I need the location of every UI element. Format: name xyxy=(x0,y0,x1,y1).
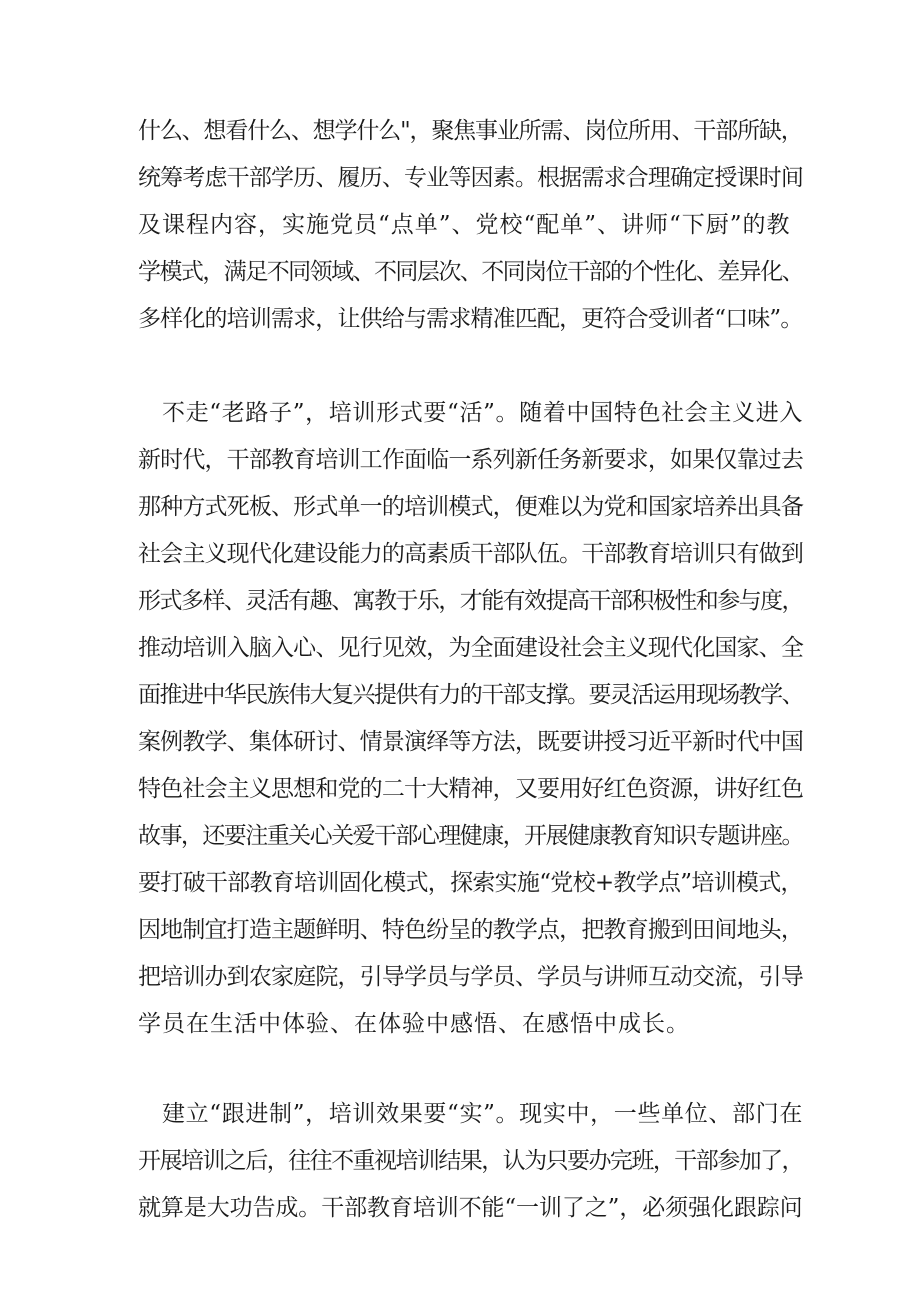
text-line: 及课程内容，实施党员“点单”、党校“配单”、讲师“下厨”的教 xyxy=(138,212,791,238)
paragraph-3 xyxy=(138,1091,803,1232)
paragraph-2 xyxy=(138,390,803,1048)
text-line: 因地制宜打造主题鲜明、特色纷呈的教学点，把教育搬到田间地头， xyxy=(138,917,804,943)
text-line: 要打破干部教育培训固化模式，探索实施“党校+教学点”培训模式， xyxy=(138,870,803,896)
text-line-first: 建立“跟进制”，培训效果要“实”。现实中，一些单位、部门在 xyxy=(162,1101,804,1127)
text-line-first: 不走“老路子”，培训形式要“活”。随着中国特色社会主义进入 xyxy=(162,400,804,426)
text-line: 面推进中华民族伟大复兴提供有力的干部支撑。要灵活运用现场教学、 xyxy=(138,682,804,708)
text-line: 社会主义现代化建设能力的高素质干部队伍。干部教育培训只有做到 xyxy=(138,541,804,567)
text-line: 开展培训之后，往往不重视培训结果，认为只要办完班，干部参加了， xyxy=(138,1148,804,1174)
text-line: 学模式，满足不同领域、不同层次、不同岗位干部的个性化、差异化、 xyxy=(138,259,804,285)
text-line: 形式多样、灵活有趣、寓教于乐，才能有效提高干部积极性和参与度， xyxy=(138,588,804,614)
text-line: 新时代，干部教育培训工作面临一系列新任务新要求，如果仅靠过去 xyxy=(138,447,804,473)
text-line: 特色社会主义思想和党的二十大精神，又要用好红色资源，讲好红色 xyxy=(138,776,804,802)
text-line: 统筹考虑干部学历、履历、专业等因素。根据需求合理确定授课时间 xyxy=(138,165,804,191)
text-line: 学员在生活中体验、在体验中感悟、在感悟中成长。 xyxy=(138,1011,690,1037)
text-line: 推动培训入脑入心、见行见效，为全面建设社会主义现代化国家、全 xyxy=(138,635,804,661)
text-line: 把培训办到农家庭院，引导学员与学员、学员与讲师互动交流，引导 xyxy=(138,964,804,990)
text-line: 那种方式死板、形式单一的培训模式，便难以为党和国家培养出具备 xyxy=(138,494,804,520)
text-line: 什么、想看什么、想学什么"，聚焦事业所需、岗位所用、干部所缺， xyxy=(138,118,803,144)
text-line: 案例教学、集体研讨、情景演绎等方法，既要讲授习近平新时代中国 xyxy=(138,729,804,755)
text-line: 就算是大功告成。干部教育培训不能“一训了之”，必须强化跟踪问 xyxy=(138,1195,803,1221)
text-line: 多样化的培训需求，让供给与需求精准匹配，更符合受训者“口味”。 xyxy=(138,306,803,332)
paragraph-1 xyxy=(138,108,803,343)
text-line: 故事，还要注重关心关爱干部心理健康，开展健康教育知识专题讲座。 xyxy=(138,823,804,849)
